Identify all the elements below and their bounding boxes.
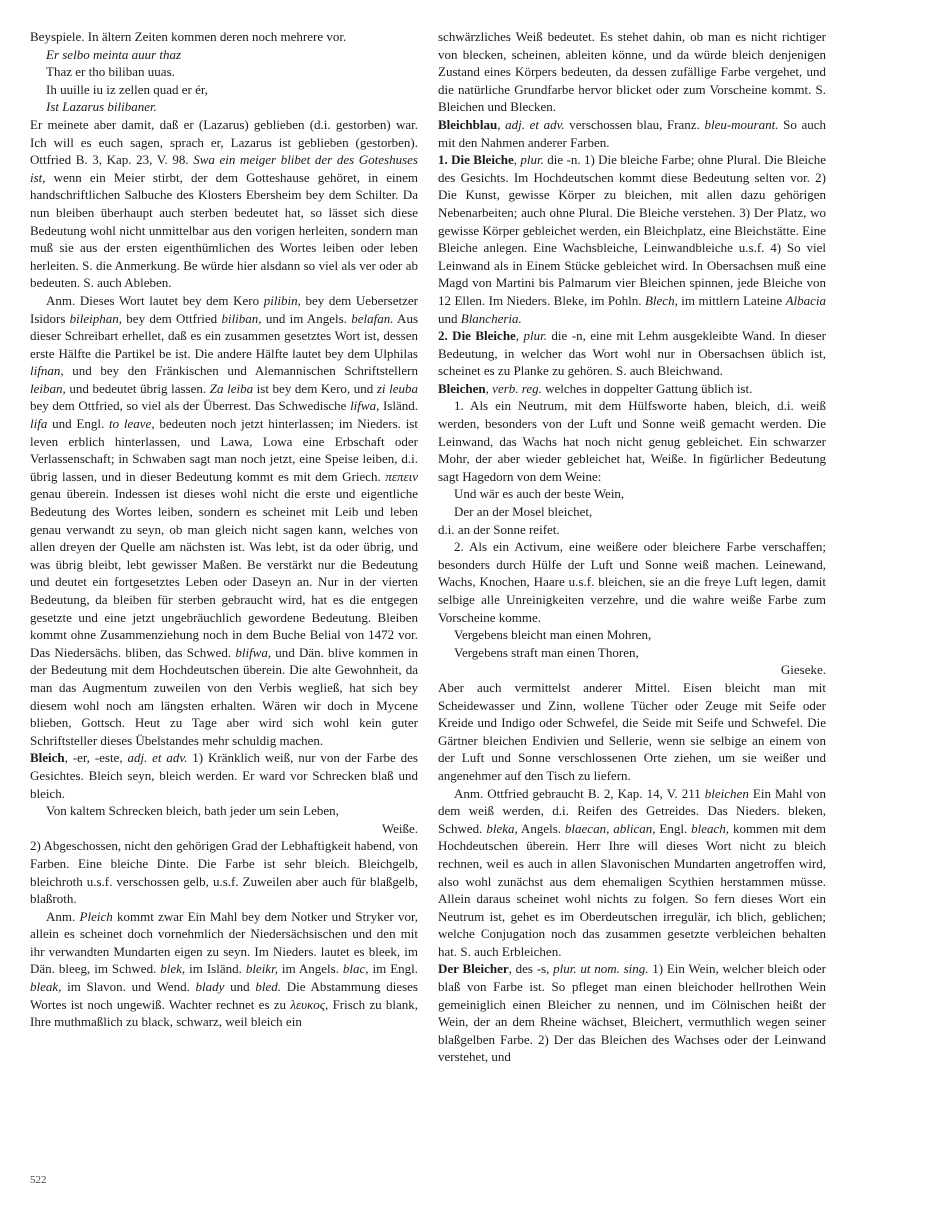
paragraph: 2) Abgeschossen, nicht den gehörigen Grad der Lebhaftigkeit habend, von Farben. Eine bleiche Dinte. Die Farbe ist sehr bleich. Bleichgelb, bleichroth u.s.f. verschossen gelb, u.s.f. Zuweilen aber auch für blaßgelb, blaßroth. [30,838,418,907]
verse-line: Ist Lazarus bilibaner. [46,99,157,115]
entry-bleichblau: Bleichblau, adj. et adv. verschossen blau, Franz. bleu-mourant. So auch mit den Nahmen anderer Farben. [438,116,826,150]
headword: Bleich [30,750,65,766]
quote-source: Weiße. [381,820,418,836]
headword: Bleichblau [438,116,498,132]
verse-line: Thaz er tho biliban uuas. [46,64,175,80]
paragraph: 2. Als ein Activum, eine weißere oder bleichere Farbe verschaffen; besonders durch Hülfe der Luft und Sonne weiß machen. Leinewand, Wachs, Knochen, Haare u.s.f. bleichen, sie an die freye Luft legen, damit selbige alle Unreinigkeiten verzehre, und die wahre weiße Farbe zum Vorscheine komme. [438,539,826,625]
entry-der-bleicher: Der Bleicher, des -s, plur. ut nom. sing. 1) Ein Wein, welcher bleich oder blaß von Farbe ist. So pfleget man einen bleichoder hellrothen Wein gemeiniglich einen Bleicher zu nennen, und im Cölnischen heißt der Wein, der an dem Rheine wächset, Bleichert, vermuthlich wegen seiner blaßgelben Farbe. 2) Der das Bleichen des Wachses oder der Leinwand verstehet, und [438,961,827,1065]
verse-line: Der an der Mosel bleichet, [454,504,593,520]
annotation-paragraph: Anm. Pleich kommt zwar Ein Mahl bey dem Notker und Stryker vor, allein es scheinet doch vornehmlich der Niedersächsischen und den mit ihr verwandten Mundarten eigen zu seyn. Im Nieders. lautet es bleek, im Dän. bleeg, im Schwed. blek, im Isländ. bleikr, im Angels. blac, im Engl. bleak, im Slavon. und Wend. blady und bled. Die Abstammung dieses Wortes ist noch ungewiß. Wachter rechnet es zu λευκος, Frisch zu blank, Ihre muthmaßlich zu black, schwarz, weil bleich ein [30,908,419,1030]
verse-line: Ih uuille iu iz zellen quad er ér, [46,81,208,97]
headword: Der Bleicher [438,961,509,977]
annotation-paragraph: Anm. Ottfried gebraucht B. 2, Kap. 14, V. 211 bleichen Ein Mahl von dem weiß werden, d.i. Reifen des Getreides. Das Nieders. bleken, Schwed. bleka, Angels. blaecan, ablican, Engl. bleach, kommen mit dem Hochdeutschen überein. Herr Ihre will dieses Wort nicht zu bleich rechnen, weil es auch in allen Slavonischen Mundarten angetroffen wird, also wohl zunächst aus dem ehemaligen Scythien herstammen müsse. Allein daraus scheinet wohl nichts zu folgen. So fern dieses Wort ein Neutrum ist, gehet es im Oberdeutschen irregulär, ich blich, geblichen; welche Conjugation noch das zusammen gesetzte verbleichen behalten hat. S. auch Erbleichen. [438,785,827,959]
verse-line: Und wär es auch der beste Wein, [454,486,625,502]
paragraph: 1. Als ein Neutrum, mit dem Hülfsworte haben, bleich, d.i. weiß werden, besonders von der Luft und Sonne weiß gemacht werden. Die Leinwand, das Wachs hat noch nicht genug gebleichet. Ein schwarzer Mohr, der aber wieder gebleichet hat, Weiße. In figürlicher Bedeutung sagt Hagedorn von dem Weine: [438,398,826,484]
page-number: 522 [30,1174,47,1186]
right-column [438,28,826,1066]
annotation-paragraph: Anm. Dieses Wort lautet bey dem Kero pilibin, bey dem Uebersetzer Isidors bileiphan, bey dem Ottfried biliban, und im Angels. belafan. Aus dieser Schreibart erhellet, daß es ein zusammen gesetztes Wort ist, dessen erste Hälfte die Partikel be ist. Die andere Hälfte lautet bey dem Ulphilas lifnan, und bey den Fränkischen und Alemannischen Schriftstellern leiban, und bedeutet übrig lassen. Za leiba ist bey dem Kero, und zi leuba bey dem Ottfried, so viel als der Überrest. Das Schwedische lifwa, Isländ. lifa und Engl. to leave, bedeuten noch jetzt hinterlassen; im Nieders. ist leven erblich hinterlassen, und Lawa, Lowa eine Erbschaft oder Verlassenschaft; in Schwaben sagt man noch jetzt, eine Speise leiben, d.i. übrig lassen, und in dieser Bedeutung kommt es mit dem Griech. πεπειν genau überein. Indessen ist dieses wohl nicht die erste und eigentliche Bedeutung des Wortes leiben, sondern es scheinet mit Leib und leben genau verwandt zu seyn, ob man gleich nicht sagen kann, welches von allen dreyen der Quelle am nächsten ist. Was lebt, ist da oder übrig, und was übrig bleibt, lebt gewisser Maßen. Be verstärkt nur die Bedeutung und deutet ein fortgesetztes Leben oder Daseyn an. Nur in der vierten Bedeutung, da bleiben für sterben gebraucht wird, hat es die entgegen gesetzte und eine jetzt ungebräuchlich gewordene Bedeutung. Bleiben kommt ohne Zusammenziehung noch in dem Buche Belial von 1472 vor. Das Niedersächs. bliben, das Schwed. blifwa, und Dän. blive kommen in der Bedeutung mit dem Hochdeutschen überein. Die alte Gewohnheit, da man das Augmentum zuweilen von den Verbis wegließ, hat sich bey diesem wohl noch am längsten erhalten. Wären wir doch in Mycene blieben, Gottsch. Heut zu Tage aber wird sich wohl kein guter Schriftsteller dieses Übelstandes mehr schuldig machen. [30,292,419,748]
verse-line: Er selbo meinta auur thaz [46,46,182,62]
verse-line: Von kaltem Schrecken bleich, bath jeder um sein Leben, [46,803,339,819]
verse-line: Vergebens bleicht man einen Mohren, [454,627,652,643]
entry-bleichen: Bleichen, verb. reg. welches in doppelter Gattung üblich ist. [438,380,753,396]
verse-line: Vergebens straft man einen Thoren, [454,644,639,660]
entry-die-bleiche-1: 1. Die Bleiche, plur. die -n. 1) Die bleiche Farbe; ohne Plural. Die Bleiche des Gesichts. Im Hochdeutschen kommt diese Bedeutung selten vor. 2) Die Kunst, gewisse Körper zu bleichen, mit allen dazu gehörigen Nebenarbeiten; auch ohne Plural. Die Bleiche verstehen. 3) Der Platz, wo gewisse Körper gebleichet werden, ein Bleichplatz, eine Bleichstätte. Eine Bleiche anlegen. Eine Wachsbleiche, Leinwandbleiche u.s.f. 4) So viel Leinwand als in Einem Stücke gebleichet wird. In Obersachsen muß eine Magd von Martini bis Palmarum vier Bleichen spinnen, jede Bleiche von 12 Ellen. Im Nieders. Bleke, im Pohln. Blech, im mittlern Lateine Albacia und Blancheria. [438,152,826,326]
paragraph: Beyspiele. In ältern Zeiten kommen deren noch mehrere vor. [30,29,347,44]
headword: 2. Die Bleiche [438,328,516,344]
quote-source: Gieseke. [780,662,826,678]
entry-bleich: Bleich, -er, -este, adj. et adv. 1) Kränklich weiß, nur von der Farbe des Gesichtes. Bleich seyn, bleich werden. Er ward vor Schrecken blaß und bleich. [30,750,418,801]
paragraph: Er meinete aber damit, daß er (Lazarus) geblieben (d.i. gestorben) war. Ich will es euch sagen, sprach er, Lazarus ist geblieben (gestorben). Ottfried B. 3, Kap. 23, V. 98. Swa ein meiger blibet der des Goteshuses ist, wenn ein Meier stirbt, der dem Gotteshause gehöret, in einem handschriftlichen Salbuche des Klosters Ebersheim bey dem Schilter. Da nun bleiben überhaupt auch sterben bedeutet hat, so lässet sich diese Bedeutung wohl nicht unmittelbar aus den vorigen herleiten, sondern man muß sie aus der ersten eigenthümlichen des Wortes leiben oder leben herleiten. S. die Anmerkung. Be würde hier alsdann so viel als ver oder ab bedeuten. S. auch Ableben. [30,116,418,291]
paragraph: d.i. an der Sonne reifet. [438,521,560,537]
headword: Bleichen [438,380,486,396]
paragraph: Aber auch vermittelst anderer Mittel. Eisen bleicht man mit Scheidewasser und Zinn, wollene Tücher oder Zeuge mit Seife oder Kreide und Indigo oder Schwefel, die Seide mit Seife und Schwefel. Die Gärtner bleichen Endivien und Sellerie, wenn sie selbige an einem von der Luft und Sonne verschlossenen Orte ziehen, um sie weißer und angenehmer auf den Tisch zu liefern. [438,679,826,783]
entry-die-bleiche-2: 2. Die Bleiche, plur. die -n, eine mit Lehm ausgekleibte Wand. In dieser Bedeutung, in welcher das Wort wohl nur in Obersachsen üblich ist, scheinet es zu Planke zu gehören. S. auch Bleichwand. [438,328,826,379]
paragraph: schwärzliches Weiß bedeutet. Es stehet dahin, ob man es nicht richtiger von blecken, scheinen, ableiten könne, und da würde bleich denjenigen Zustand eines Körpers bedeuten, da dessen zufällige Farbe vergehet, und die natürliche Grundfarbe hervor blicket oder zum Vorscheine kommt. S. Bleichen und Blecken. [438,29,826,115]
left-column [30,28,418,1031]
headword: 1. Die Bleiche [438,152,514,168]
